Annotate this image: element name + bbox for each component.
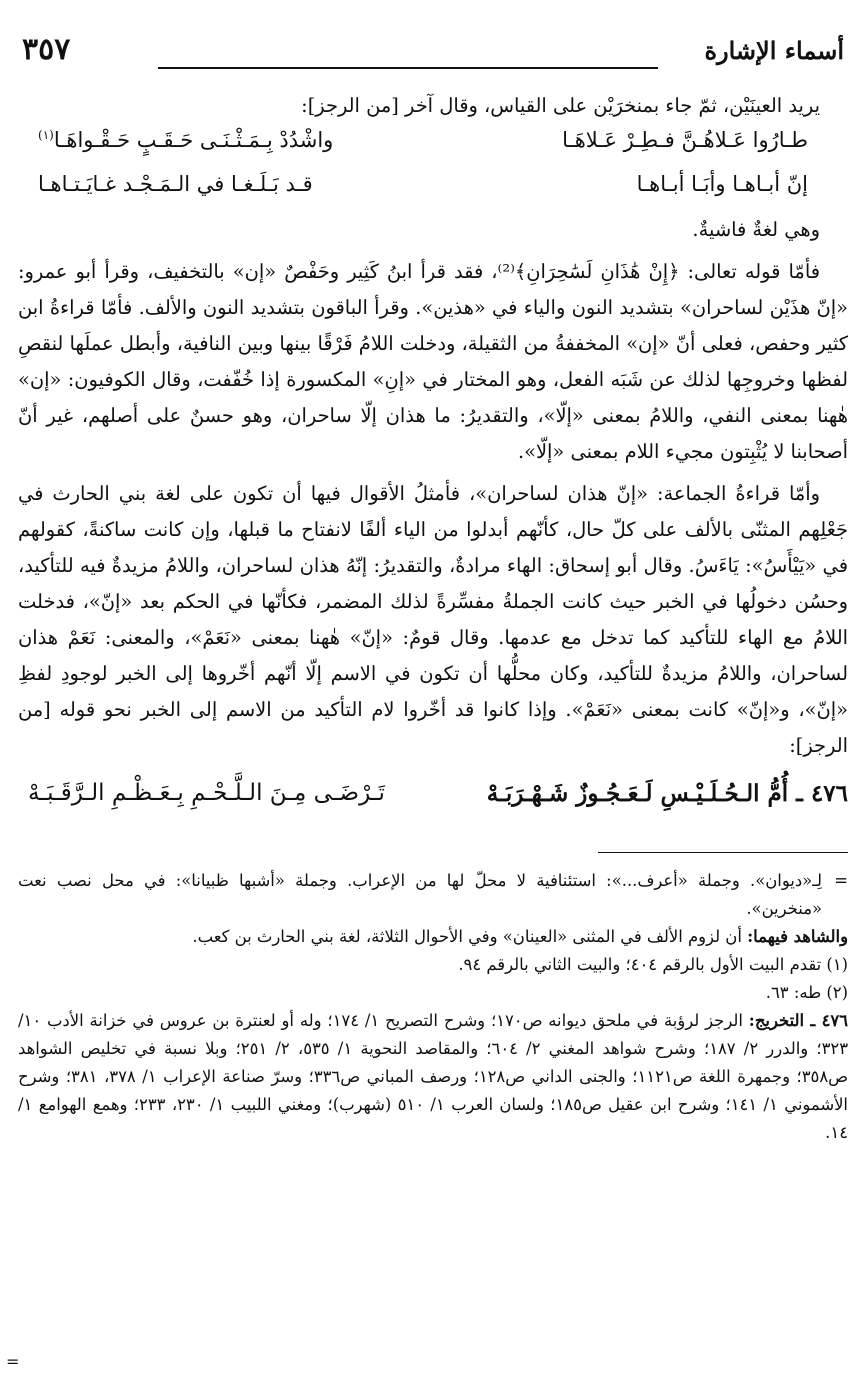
footnote-continued [18,867,848,923]
footnote-continued-text: لِـ«ديوان». وجملة «أعرف...»: استئنافية لا محلّ لها من الإعراب. وجملة «أشبها ظبيانا»: في محل نصب نعت «منخرين». [18,871,822,918]
paragraph-3: فأمّا قوله تعالى: ﴿إِنْ هَٰذَانِ لَسَٰحِرَانِ﴾⁽²⁾، فقد قرأ ابنُ كَثِير وحَفْصٌ «إن» بالتخفيف، وقرأ أبو عمرو: «إنّ هذَيْن لساحران» بتشديد النون والياء في «هذين». وقرأ الباقون بتشديد النون والألف. فأمّا قراءةُ ابن كثير وحفص، فعلى أنّ «إن» المخففةُ من الثقيلة، ودخلت اللامُ فَرْقًا بينها وبين النافية، وأبطل عملَها لنقصِ لفظها وخروجِها لذلك عن شَبَه الفعل، وهو المختار في «إنِ» المكسورة إذا خُفّفت، وقال الكوفيون: «إن» هٰهنا بمعنى النفي، واللامُ بمعنى «إلّا»، والتقديرُ: ما هذان إلّا ساحران، وهو حسنٌ على أصلهم، غير أنّ أصحابنا لا يُثْبِتون مجيء اللام بمعنى «إلّا». [18,260,848,463]
footnote-witness-text: أن لزوم الألف في المثنى «العينان» وفي الأحوال الثلاثة، لغة بني الحارث بن كعب. [192,927,748,946]
example-476-second-hemistich: تَـرْضَـى مِـنَ الـلَّـحْـمِ بِـعَـظْـمِ الـرَّقَـبَـهْ [28,780,385,806]
footnotes [18,867,848,1147]
verse-2-second-hemistich: قـد بَـلَـغـا في الـمَـجْـد غـايَـتـاهـا [38,172,313,196]
footnote-476-label: ٤٧٦ ـ التخريج: [748,1011,848,1030]
verse-1-second-hemistich [38,128,333,152]
page-continuation-mark: = [6,1352,20,1371]
main-text [18,88,848,826]
footnote-witness-label: والشاهد فيهما: [747,927,848,946]
paragraph-4: وأمّا قراءةُ الجماعة: «إنّ هذان لساحران»، فأمثلُ الأقوال فيها أن تكون على لغة بني الحارث في جَعْلِهم المثنّى بالألف على كلّ حال، كأنّهم أبدلوا من الياء ألفًا لانفتاح ما قبلها، وإن كانت ساكنةً، كقولهم في «يَيْأَسُ»: يَاءَسُ. وقال أبو إسحاق: الهاء مرادةٌ، والتقديرُ: إنّهُ هذان لساحران، واللامُ مزيدةٌ فيه للتأكيد، وحسُن دخولُها في الخبر حيث كانت الجملةُ مفسِّرةً لذلك المضمر، فكأنّها في الحكم بعد «إنّ»، فدخلت اللامُ مع الهاء للتأكيد كما تدخل مع عدمها. وقال قومٌ: «إنّ» هٰهنا بمعنى «نَعَمْ»، والمعنى: نَعَمْ هذان لساحران، واللامُ مزيدةٌ للتأكيد، وكان محلُّها أن تكون في الاسم إلّا أنّهم أخّروها إلى الخبر لوجودِ لفظِ «إنّ»، و«إنّ» كانت بمعنى «نَعَمْ». وإذا كانوا قد أخّروا لام التأكيد من الاسم إلى الخبر نحو قوله [من الرجز]: [18,482,848,757]
footnote-separator [598,852,848,853]
verse-line-1 [18,124,848,168]
example-476-verse [18,774,848,826]
paragraph-2: وهي لغةٌ فاشيةٌ. [692,218,820,241]
verse-2-first-hemistich: إنّ أبـاهـا وأبَـا أبـاهـا [636,172,808,196]
page-header [18,30,848,80]
header-rule [158,67,658,69]
example-476-first-hemistich: ٤٧٦ ـ أُمُّ الـحُـلَـيْـسِ لَـعَـجُـوزٌ شَـهْـرَبَـهْ [486,780,848,807]
footnote-476-text: الرجز لرؤبة في ملحق ديوانه ص١٧٠؛ وشرح التصريح ١/ ١٧٤؛ وله أو لعنترة بن عروس في خزانة الأدب ١٠/ ٣٢٣؛ والدرر ٢/ ١٨٧؛ وشرح شواهد المغني ٢/ ٦٠٤؛ والمقاصد النحوية ١/ ٥٣٥، ٢/ ٢٥١؛ وبلا نسبة في تخليص الشواهد ص٣٥٨؛ وجمهرة اللغة ص١١٢١؛ والجنى الداني ص١٢٨؛ ورصف المباني ص٣٣٦؛ وسرّ صناعة الإعراب ١/ ٣٧٨، ٣٨١؛ وشرح الأشموني ١/ ١٤١؛ وشرح ابن عقيل ص١٨٥؛ ولسان العرب ١/ ٥١٠ (شهرب)؛ ومغني اللبيب ١/ ٢٣٠، ٢٣٣؛ وهمع الهوامع ١/ ١٤. [18,1011,849,1142]
verse-line-2 [18,168,848,212]
continuation-mark: = [834,871,848,890]
chapter-title: أسماء الإشارة [704,36,844,65]
paragraph-1: يريد العينَيْن، ثمّ جاء بمنخرَيْن على القياس، وقال آخر [من الرجز]: [301,94,820,117]
footnote-2: (٢) طه: ٦٣. [765,983,848,1002]
footnote-476 [18,1007,848,1147]
footnote-witness [18,923,848,951]
footnote-1: (١) تقدم البيت الأول بالرقم ٤٠٤؛ والبيت الثاني بالرقم ٩٤. [458,955,848,974]
footnote-ref-1: (١) [38,128,54,142]
document-page [18,30,848,1147]
page-number: ٣٥٧ [22,32,71,67]
verse-1-second-hemistich-text: واشْدُدْ بِـمَـثْـنَـى حَـقَـبٍ حَـقْـواهَـا [53,128,334,152]
verse-1-first-hemistich: طـارُوا عَـلاهُـنَّ فـطِـرْ عَـلاهَـا [562,128,808,152]
